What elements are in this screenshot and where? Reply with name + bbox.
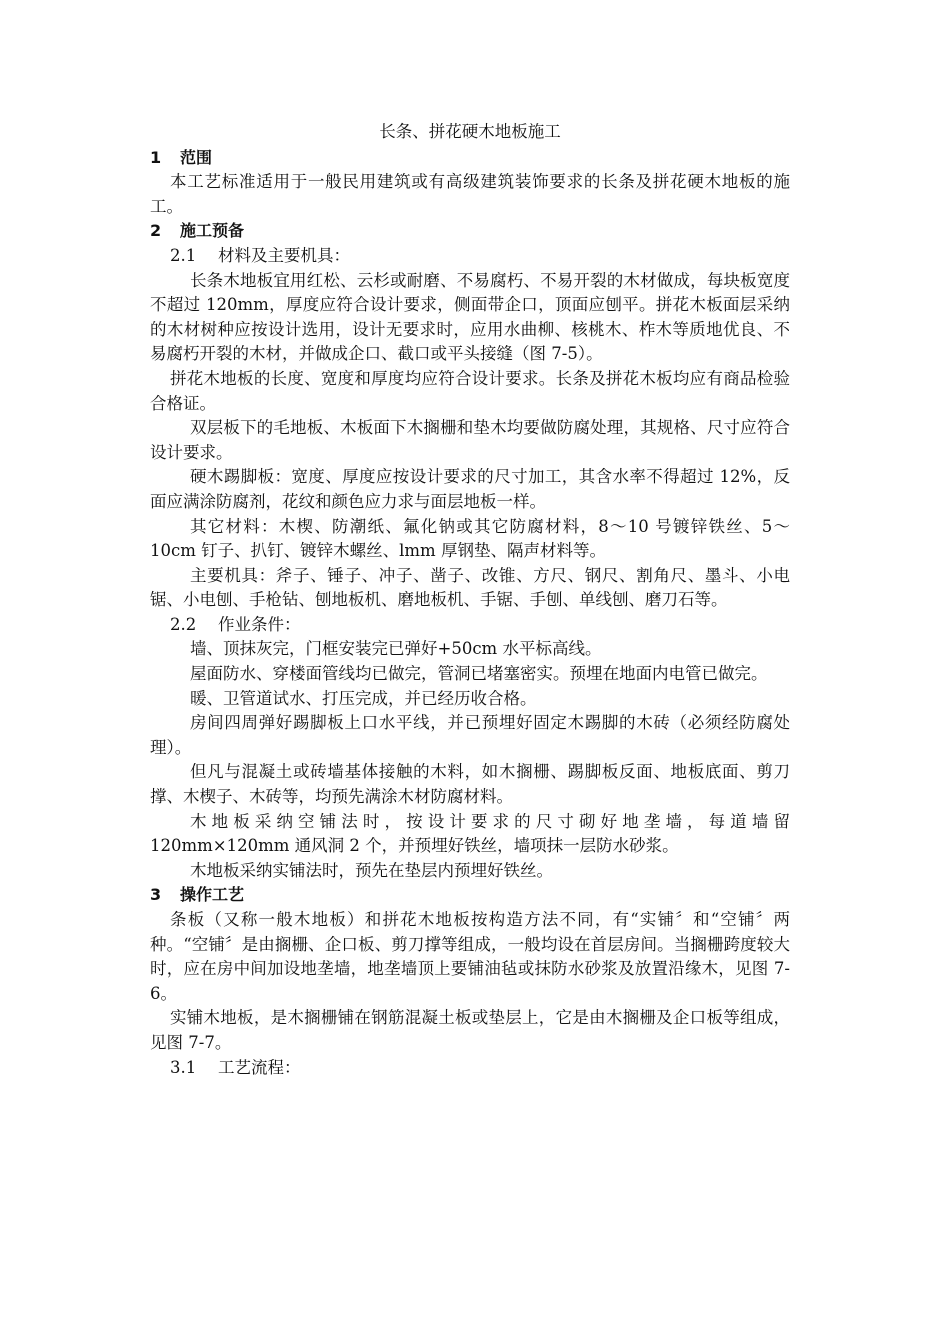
section-number: 1: [150, 147, 162, 167]
section-2-heading: [150, 219, 790, 244]
subsection-2-1-paragraph-4: 硬木踢脚板：宽度、厚度应按设计要求的尺寸加工，其含水率不得超过 12%，反面应满涂防腐剂，花纹和颜色应力求与面层地板一样。: [150, 467, 790, 511]
subsection-2-1-paragraph-3: 双层板下的毛地板、木板面下木搁栅和垫木均要做防腐处理，其规格、尺寸应符合设计要求。: [150, 418, 790, 462]
subsection-2-1-paragraph-5: 其它材料：木楔、防潮纸、氟化钠或其它防腐材料，8～10 号镀锌铁丝、5～10cm 钉子、扒钉、镀锌木螺丝、lmm 厚钢垫、隔声材料等。: [150, 516, 790, 561]
subsection-2-1-paragraph-6: 主要机具：斧子、锤子、冲子、凿子、改锥、方尺、钢尺、割角尺、墨斗、小电锯、小电刨、手枪钻、刨地板机、磨地板机、手锯、手刨、单线刨、磨刀石等。: [150, 565, 790, 610]
section-title: 操作工艺: [180, 885, 245, 905]
subsection-2-2-paragraph-6: 木地板采纳空铺法时，按设计要求的尺寸砌好地垄墙，每道墙留 120mm×120mm 通风洞 2 个，并预埋好铁丝，墙项抹一层防水砂浆。: [150, 811, 790, 856]
document-page: [150, 120, 790, 1080]
subsection-3-1-heading: [150, 1056, 790, 1081]
section-title: 施工预备: [180, 221, 245, 241]
section-3-paragraph-2: 实铺木地板，是木搁栅铺在钢筋混凝土板或垫层上，它是由木搁栅及企口板等组成，见图 7-7。: [150, 1008, 790, 1052]
subsection-2-1-paragraph-1: 长条木地板宜用红松、云杉或耐磨、不易腐朽、不易开裂的木材做成，每块板宽度不超过 120mm，厚度应符合设计要求，侧面带企口，顶面应刨平。拼花木板面层采纳的木材树种应按设计选用，设计无要求时，应用水曲柳、核桃木、柞木等质地优良、不易腐朽开裂的木材，并做成企口、截口或平头接缝（图 7-5）。: [150, 270, 790, 364]
subsection-number: 2.1: [170, 245, 197, 265]
subsection-2-2-paragraph-2: 屋面防水、穿楼面管线均已做完，管洞已堵塞密实。预埋在地面内电管已做完。: [190, 664, 768, 684]
section-title: 范围: [180, 147, 213, 167]
section-1-paragraph-1: 本工艺标准适用于一般民用建筑或有高级建筑装饰要求的长条及拼花硬木地板的施工。: [150, 172, 790, 216]
subsection-2-2-paragraph-7: 木地板采纳实铺法时，预先在垫层内预埋好铁丝。: [190, 860, 553, 880]
subsection-title: 材料及主要机具：: [218, 245, 350, 265]
subsection-2-1-paragraph-2: 拼花木地板的长度、宽度和厚度均应符合设计要求。长条及拼花木板均应有商品检验合格证。: [150, 368, 790, 413]
section-3-paragraph-1: 条板（又称一般木地板）和拼花木地板按构造方法不同，有“实铺〞和“空铺〞两种。“空铺〞是由搁栅、企口板、剪刀撑等组成，一般均设在首层房间。当搁栅跨度较大时，应在房中间加设地垄墙，地垄墙顶上要铺油毡或抹防水砂浆及放置沿缘木，见图 7-6。: [150, 910, 790, 1003]
section-3-heading: [150, 883, 790, 908]
section-number: 2: [150, 221, 162, 241]
subsection-2-2-heading: [150, 613, 790, 638]
document-title: 长条、拼花硬木地板施工: [379, 122, 561, 141]
subsection-2-2-paragraph-3: 暖、卫管道试水、打压完成，并已经历收合格。: [190, 688, 537, 708]
subsection-2-2-paragraph-5: 但凡与混凝土或砖墙基体接触的木料，如木搁栅、踢脚板反面、地板底面、剪刀撑、木楔子、木砖等，均预先满涂木材防腐材料。: [150, 762, 790, 807]
subsection-2-2-paragraph-1: 墙、顶抹灰完，门框安装完已弹好+50cm 水平标高线。: [190, 639, 602, 659]
subsection-2-2-paragraph-4: 房间四周弹好踢脚板上口水平线，并已预埋好固定木踢脚的木砖（必须经防腐处理）。: [150, 713, 790, 757]
subsection-title: 工艺流程：: [218, 1057, 301, 1077]
subsection-number: 2.2: [170, 614, 197, 634]
subsection-title: 作业条件：: [218, 614, 301, 634]
section-number: 3: [150, 885, 162, 905]
subsection-2-1-heading: [150, 244, 790, 269]
section-1-heading: [150, 146, 790, 171]
subsection-number: 3.1: [170, 1057, 197, 1077]
